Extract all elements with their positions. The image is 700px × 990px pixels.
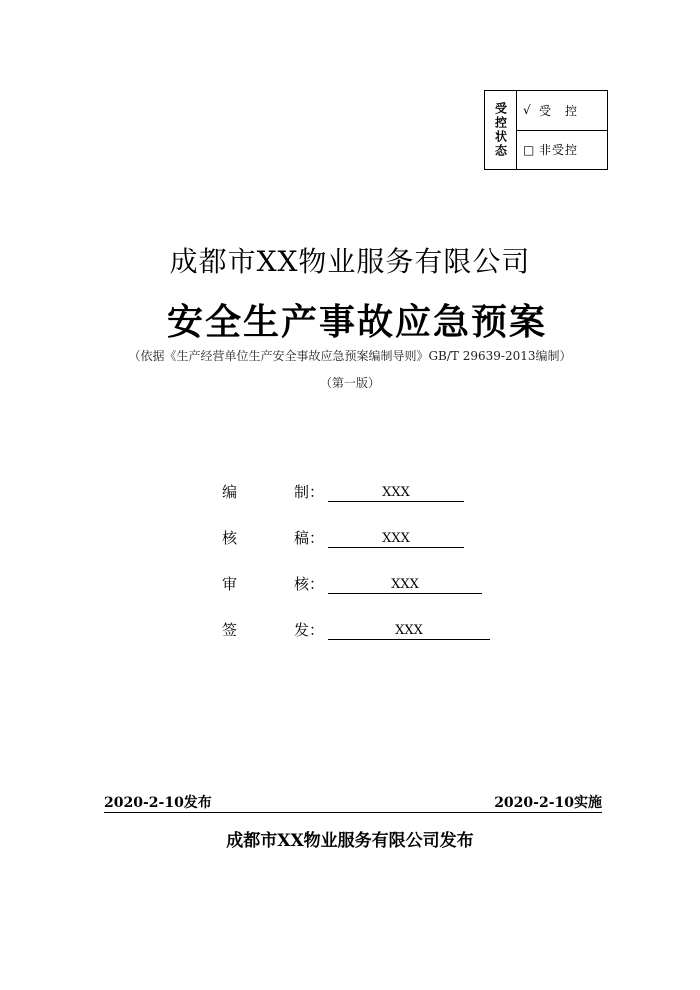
basis-note: （依据《生产经营单位生产安全事故应急预案编制导则》GB/T 29639-2013编制） xyxy=(128,349,572,363)
signature-row-auditor xyxy=(222,570,482,594)
company-title: 成都市XX物业服务有限公司 xyxy=(169,245,531,278)
control-option-controlled xyxy=(517,91,607,130)
signature-row-compiler xyxy=(222,478,464,502)
signature-value: XXX xyxy=(328,623,490,640)
signature-label-char: 核 xyxy=(222,529,238,547)
edition-label: （第一版） xyxy=(319,376,380,390)
footer-divider xyxy=(104,812,602,813)
signature-value: XXX xyxy=(328,531,464,548)
control-option-label: 受 控 xyxy=(539,103,579,118)
control-option-uncontrolled xyxy=(517,130,607,170)
control-status-box xyxy=(484,90,608,170)
signature-value: XXX xyxy=(328,485,464,502)
control-status-options xyxy=(517,91,607,169)
signature-label-char: 审 xyxy=(222,575,238,593)
signature-label-char: 发： xyxy=(293,621,324,639)
control-status-label: 受控状态 xyxy=(485,91,517,169)
signature-label-char: 稿： xyxy=(293,529,324,547)
signature-value: XXX xyxy=(328,577,482,594)
date-row xyxy=(104,792,602,812)
check-mark-icon: √ xyxy=(523,103,531,118)
signature-row-issuer xyxy=(222,616,490,640)
signature-label xyxy=(222,481,324,502)
signature-label xyxy=(222,573,324,594)
control-option-label: 非受控 xyxy=(539,143,579,158)
checkbox-empty-icon: □ xyxy=(523,142,535,157)
signature-label xyxy=(222,619,324,640)
signature-label-char: 编 xyxy=(222,483,238,501)
signature-label-char: 制： xyxy=(293,483,324,501)
signature-label-char: 签 xyxy=(222,621,238,639)
publisher-line: 成都市XX物业服务有限公司发布 xyxy=(226,831,474,851)
signature-label-char: 核： xyxy=(293,575,324,593)
signature-label xyxy=(222,527,324,548)
document-title: 安全生产事故应急预案 xyxy=(166,301,547,343)
publish-date: 2020-2-10发布 xyxy=(104,795,212,811)
effective-date: 2020-2-10实施 xyxy=(494,795,602,811)
signature-row-reviewer xyxy=(222,524,464,548)
